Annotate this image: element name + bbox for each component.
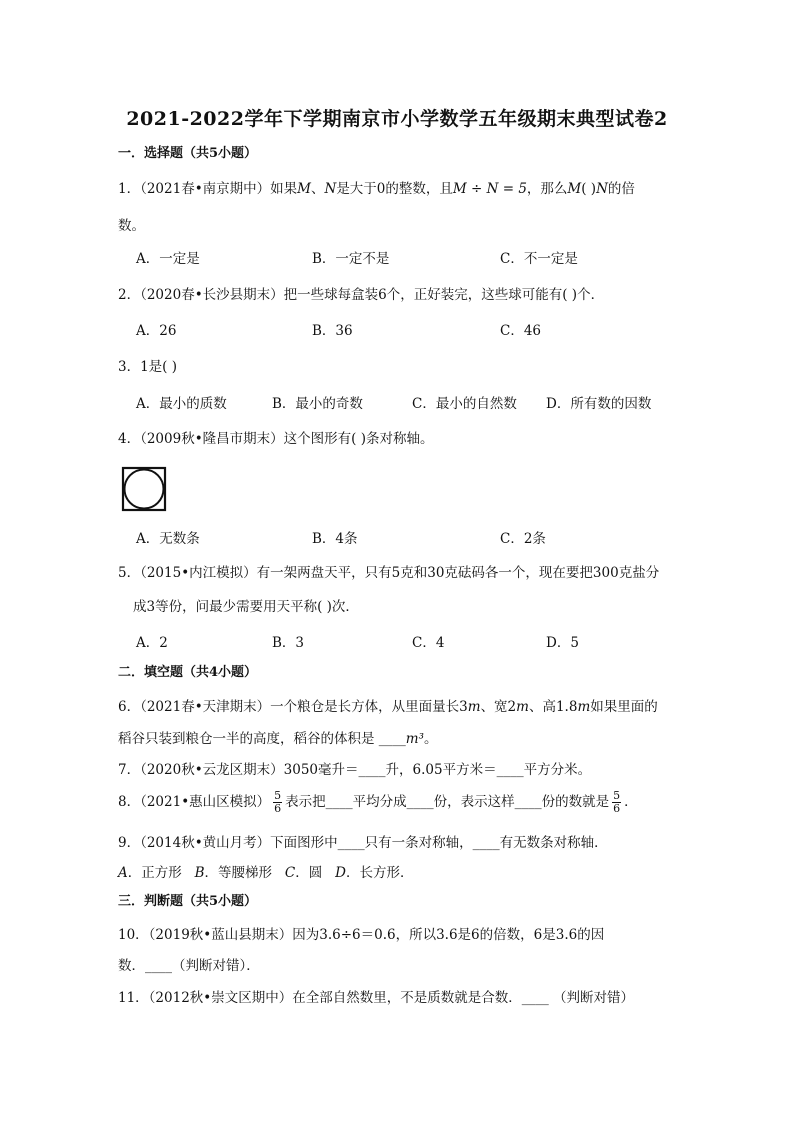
q1-option-a[interactable]: A．一定是 — [136, 251, 200, 267]
q3-option-a[interactable]: A．最小的质数 — [136, 396, 227, 412]
question-6-continued: 稻谷只装到粮仓一半的高度，稻谷的体积是 ____m³。 — [118, 731, 438, 747]
fraction-five-sixths-2: $\frac{5}{6}$ — [613, 789, 621, 815]
question-2: 2．（2020春•长沙县期末）把一些球每盒装6个，正好装完，这些球可能有( )个． — [118, 287, 605, 303]
q9-options: A．正方形 B．等腰梯形 C．圆 D．长方形． — [118, 865, 414, 881]
q3-option-d[interactable]: D．所有数的因数 — [546, 396, 652, 412]
q2-option-b[interactable]: B．36 — [312, 323, 353, 339]
question-1-continued: 数。 — [118, 218, 145, 234]
question-5-continued: 成3等份，问最少需要用天平称( )次． — [133, 599, 359, 615]
section-heading-judge: 三．判断题（共5小题） — [118, 894, 258, 909]
q5-option-d[interactable]: D．5 — [546, 635, 579, 651]
page-title: 2021-2022学年下学期南京市小学数学五年级期末典型试卷2 — [126, 108, 668, 130]
question-11: 11．（2012秋•崇文区期中）在全部自然数里，不是质数就是合数．____ （判断对错） — [118, 990, 635, 1006]
question-10: 10．（2019秋•蓝山县期末）因为3.6÷6＝0.6，所以3.6是6的倍数，6是3.6的因 — [118, 927, 605, 943]
q5-option-c[interactable]: C．4 — [412, 635, 445, 651]
question-8: 8．（2021•惠山区模拟） $\frac{5}{6}$ 表示把____平均分成____份，表示这样____份的数就是 $\frac{5}{6}$ ． — [118, 789, 638, 815]
question-5: 5．（2015•内江模拟）有一架两盘天平，只有5克和30克砝码各一个，现在要把300克盐分 — [118, 565, 660, 581]
question-9: 9．（2014秋•黄山月考）下面图形中____只有一条对称轴，____有无数条对称轴． — [118, 835, 608, 851]
q4-option-a[interactable]: A．无数条 — [136, 531, 200, 547]
question-6: 6．（2021春•天津期末）一个粮仓是长方体，从里面量长3m、宽2m、高1.8m如果里面的 — [118, 699, 658, 715]
section-heading-fill: 二．填空题（共4小题） — [118, 665, 258, 680]
question-4: 4．（2009秋•隆昌市期末）这个图形有( )条对称轴。 — [118, 431, 434, 447]
q4-option-c[interactable]: C．2条 — [500, 531, 546, 547]
q2-option-a[interactable]: A．26 — [136, 323, 177, 339]
question-3: 3．1是( ) — [118, 359, 178, 375]
fraction-five-sixths: $\frac{5}{6}$ — [274, 789, 282, 815]
q2-option-c[interactable]: C．46 — [500, 323, 542, 339]
q5-option-a[interactable]: A．2 — [136, 635, 168, 651]
q3-option-c[interactable]: C．最小的自然数 — [412, 396, 517, 412]
q1-option-b[interactable]: B．一定不是 — [312, 251, 390, 267]
q3-option-b[interactable]: B．最小的奇数 — [272, 396, 363, 412]
square-with-circle-figure — [121, 466, 167, 512]
q5-option-b[interactable]: B．3 — [272, 635, 305, 651]
section-heading-choice: 一．选择题（共5小题） — [118, 146, 258, 161]
question-7: 7．（2020秋•云龙区期末）3050毫升＝____升，6.05平方米＝____平方分米。 — [118, 762, 592, 778]
question-1: 1．（2021春•南京期中）如果M、N是大于0的整数，且M ÷ N = 5，那么M( )N的倍 — [118, 181, 635, 197]
q4-option-b[interactable]: B．4条 — [312, 531, 358, 547]
question-10-continued: 数．____（判断对错）． — [118, 958, 260, 974]
q1-option-c[interactable]: C．不一定是 — [500, 251, 578, 267]
